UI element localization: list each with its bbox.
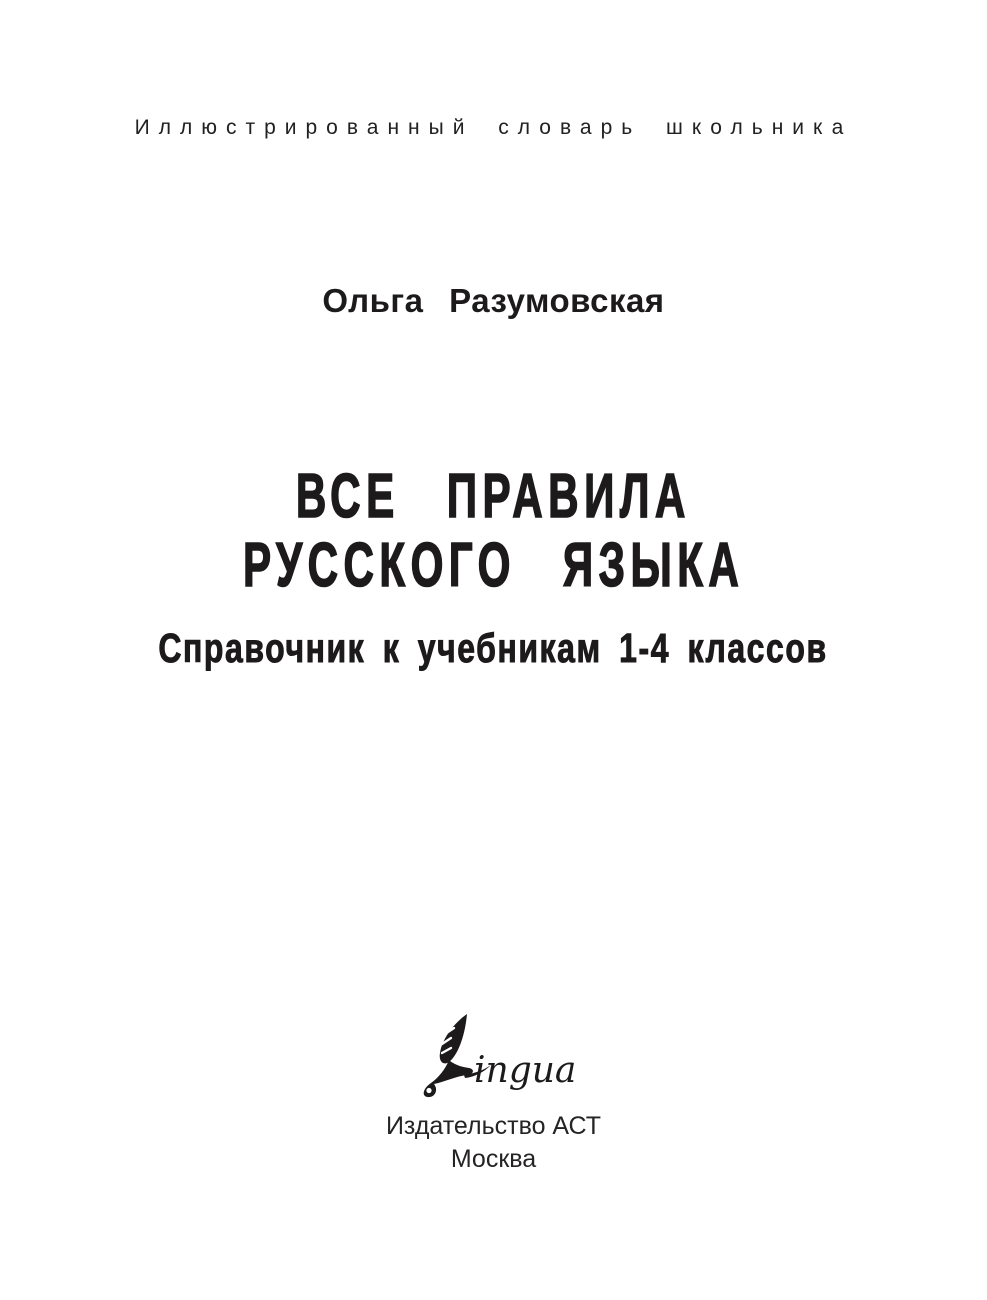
author-name: Ольга Разумовская <box>322 282 665 319</box>
lingua-logo <box>0 1008 987 1108</box>
logo-script-text: ingua <box>473 1050 576 1091</box>
publisher-name: Издательство АСТ <box>385 1112 602 1140</box>
book-title-line-1: ВСЕ ПРАВИЛА <box>296 462 691 531</box>
quill-feather-icon <box>404 1008 584 1108</box>
book-subtitle: Справочник к учебникам 1-4 классов <box>158 625 829 671</box>
book-title <box>0 462 987 600</box>
swash-loop-hole <box>426 1088 431 1093</box>
publisher-city: Москва <box>450 1145 537 1173</box>
book-title-line-2: РУССКОГО ЯЗЫКА <box>242 531 745 600</box>
imprint-block <box>0 1110 987 1176</box>
series-header: Иллюстрированный словарь школьника <box>134 116 853 139</box>
